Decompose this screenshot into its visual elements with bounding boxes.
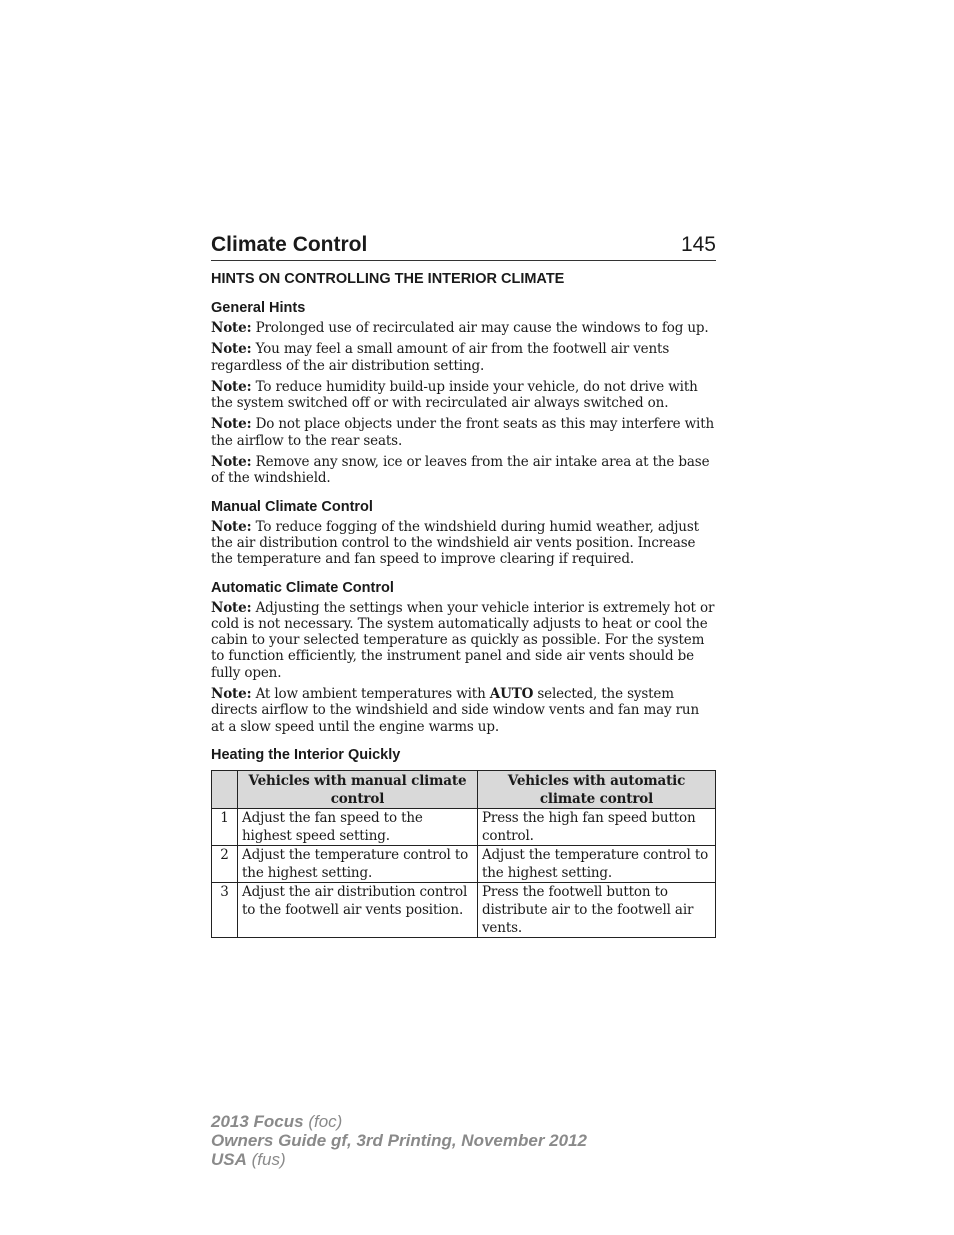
table-header-manual: Vehicles with manual climate control [238,770,478,808]
note-label: Note: [211,320,252,336]
table-header-step [212,770,238,808]
automatic-step-text: Press the high fan speed button control. [477,808,715,845]
note-label: Note: [211,454,252,471]
note-label: Note: [211,378,252,395]
step-number: 3 [212,882,238,937]
manual-step-text: Adjust the air distribution control to the footwell air vents position. [238,882,478,937]
manual-step-text: Adjust the fan speed to the highest speed setting. [238,808,478,845]
note-label: Note: [211,416,252,433]
note-paragraph [211,454,716,487]
footer-guide-info: Owners Guide gf, 3rd Printing, November 2012 [211,1131,587,1150]
page-footer [211,1112,587,1169]
note-paragraph [211,600,716,681]
table-row [212,808,716,845]
page-number: 145 [680,233,716,256]
footer-market-code: (fus) [246,1150,286,1169]
note-text: Adjusting the settings when your vehicle interior is extremely hot or cold is not necessary. The system automatically adjusts to heat or cool the cabin to your selected temperature as quickly as possible. For the system to function efficiently, the instrument panel and side air vents should be fully open. [211,599,715,681]
table-row [212,845,716,882]
table-header-automatic: Vehicles with automatic climate control [477,770,715,808]
footer-line-market [211,1150,587,1169]
page-content [211,228,716,938]
chapter-title: Climate Control [211,233,368,256]
heating-quickly-heading: Heating the Interior Quickly [211,746,401,763]
footer-model-code: (foc) [303,1112,343,1131]
note-text: selected, the system directs airflow to the windshield and side window vents and fan may run at a slow speed until the engine warms up. [211,686,700,735]
automatic-climate-heading: Automatic Climate Control [211,579,394,596]
footer-market: USA [211,1150,247,1169]
note-text: At low ambient temperatures with [255,686,490,703]
footer-model: 2013 Focus [211,1112,304,1131]
step-number: 1 [212,808,238,845]
heating-steps-table [211,770,716,938]
note-paragraph [211,320,716,336]
page-header [211,228,716,261]
automatic-step-text: Press the footwell button to distribute air to the footwell air vents. [477,882,715,937]
note-text: To reduce humidity build-up inside your vehicle, do not drive with the system switched off or with recirculated air always switched on. [211,378,698,412]
footer-line-model [211,1112,587,1131]
note-label: Note: [211,518,252,535]
note-paragraph [211,519,716,568]
automatic-step-text: Adjust the temperature control to the highest setting. [477,845,715,882]
step-number: 2 [212,845,238,882]
main-heading: HINTS ON CONTROLLING THE INTERIOR CLIMATE [211,271,565,287]
note-label: Note: [211,686,252,703]
general-hints-heading: General Hints [211,300,306,316]
note-text: To reduce fogging of the windshield during humid weather, adjust the air distribution control to the windshield air vents position. Increase the temperature and fan speed to improve clearing if required. [211,518,699,568]
table-row [212,882,716,937]
manual-step-text: Adjust the temperature control to the highest setting. [238,845,478,882]
note-label: Note: [211,341,252,358]
note-text: Remove any snow, ice or leaves from the air intake area at the base of the windshield. [211,454,710,487]
note-text: Prolonged use of recirculated air may cause the windows to fog up. [255,320,709,336]
auto-mode-label: AUTO [489,686,534,703]
note-paragraph [211,686,716,735]
note-paragraph [211,416,716,449]
table-header-row [212,770,716,808]
manual-climate-heading: Manual Climate Control [211,498,373,515]
note-label: Note: [211,599,252,616]
note-paragraph [211,379,716,412]
note-text: You may feel a small amount of air from the footwell air vents regardless of the air distribution setting. [211,341,670,374]
note-paragraph [211,341,716,374]
footer-line-guide [211,1131,587,1150]
note-text: Do not place objects under the front seats as this may interfere with the airflow to the rear seats. [211,416,715,449]
